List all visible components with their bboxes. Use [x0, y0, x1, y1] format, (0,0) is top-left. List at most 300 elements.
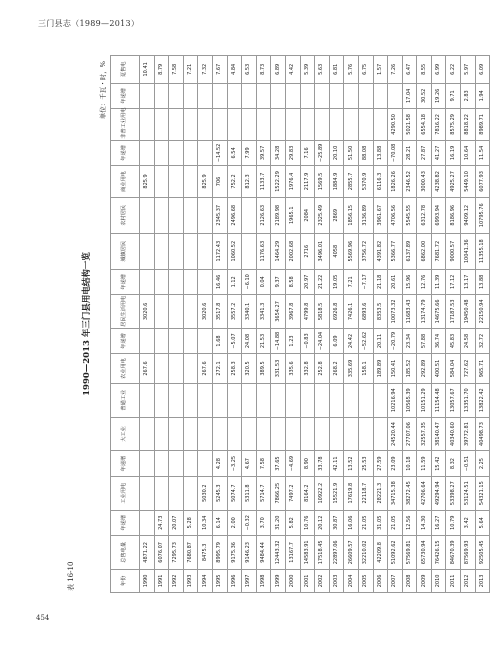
cell-nongen — [212, 109, 227, 141]
cell-comm-g: 29.83 — [285, 140, 300, 165]
cell-urban: 2716 — [300, 233, 315, 269]
cell-nongen: 8575.29 — [446, 109, 461, 141]
cell-nongen: 4290.50 — [388, 109, 403, 141]
cell-gen — [344, 383, 359, 417]
cell-whole: 6.09 — [475, 56, 490, 84]
cell-ind-g: 4.67 — [242, 451, 257, 476]
cell-year: 2002 — [315, 569, 330, 592]
cell-rural: 8186.96 — [446, 197, 461, 233]
table-row — [140, 56, 155, 593]
cell-year: 2009 — [417, 569, 432, 592]
cell-agri: 320.5 — [242, 354, 257, 384]
cell-agri-g: 32.72 — [475, 328, 490, 353]
cell-urban: 3756.72 — [358, 233, 373, 269]
cell-large — [242, 417, 257, 451]
cell-agri-g — [169, 328, 184, 353]
cell-rural: 2189.98 — [271, 197, 286, 233]
cell-gen — [285, 383, 300, 417]
cell-nongen: 7816.22 — [431, 109, 446, 141]
cell-agri: 727.62 — [461, 354, 476, 384]
cell-ind-g: 13.52 — [344, 451, 359, 476]
cell-total: 12443.32 — [271, 535, 286, 569]
cell-whole: 7.26 — [388, 56, 403, 84]
cell-res-g: 13.17 — [461, 269, 476, 294]
cell-ind: 7866.25 — [271, 476, 286, 510]
cell-res-g: 8.58 — [285, 269, 300, 294]
cell-total-g: 30.87 — [329, 510, 344, 535]
cell-comm: 1884.9 — [329, 166, 344, 198]
cell-nongen-g — [212, 83, 227, 108]
cell-nongen-g — [300, 83, 315, 108]
table-row — [300, 56, 315, 593]
cell-agri-g: 6.09 — [329, 328, 344, 353]
cell-res-g: 9.37 — [271, 269, 286, 294]
cell-whole: 6.53 — [242, 56, 257, 84]
cell-res: 7426.1 — [344, 295, 359, 329]
cell-comm: 825.9 — [198, 166, 213, 198]
cell-total: 84670.39 — [446, 535, 461, 569]
cell-large — [198, 417, 213, 451]
cell-res: 22150.94 — [475, 295, 490, 329]
cell-res-g — [169, 269, 184, 294]
cell-ind-g: 7.58 — [256, 451, 271, 476]
cell-res — [169, 295, 184, 329]
cell-large: 39772.81 — [461, 417, 476, 451]
cell-urban: 7681.72 — [431, 233, 446, 269]
cell-ind-g: 25.53 — [358, 451, 373, 476]
cell-total-g: 21.05 — [358, 510, 373, 535]
cell-res: 3020.6 — [198, 295, 213, 329]
cell-res: 3341.3 — [256, 295, 271, 329]
cell-comm: 6077.93 — [475, 166, 490, 198]
cell-agri: 292.89 — [417, 354, 432, 384]
cell-nongen-g — [373, 83, 388, 108]
cell-res: 3517.8 — [212, 295, 227, 329]
cell-comm-g: 34.28 — [271, 140, 286, 165]
header-large-industry: 大工业 — [111, 417, 140, 451]
cell-urban: 1172.43 — [212, 233, 227, 269]
cell-res: 5818.5 — [315, 295, 330, 329]
cell-total: 7295.73 — [169, 535, 184, 569]
cell-nongen-g — [169, 83, 184, 108]
cell-comm: 2855.7 — [344, 166, 359, 198]
cell-res: 14675.66 — [431, 295, 446, 329]
cell-whole: 7.32 — [198, 56, 213, 84]
cell-nongen — [169, 109, 184, 141]
cell-comm-g: 13.88 — [373, 140, 388, 165]
cell-rural: 2345.37 — [212, 197, 227, 233]
cell-large — [373, 417, 388, 451]
cell-year: 2013 — [475, 569, 490, 592]
cell-whole: 10.41 — [140, 56, 155, 84]
cell-gen — [315, 383, 330, 417]
cell-rural: 10795.76 — [475, 197, 490, 233]
cell-large: 27707.06 — [402, 417, 417, 451]
cell-total: 8995.79 — [212, 535, 227, 569]
cell-total-g: 10.34 — [198, 510, 213, 535]
cell-nongen — [140, 109, 155, 141]
cell-res-g: −7.17 — [358, 269, 373, 294]
cell-agri: 332.8 — [300, 354, 315, 384]
cell-whole: 8.55 — [417, 56, 432, 84]
cell-comm: 3000.43 — [417, 166, 432, 198]
table-row — [315, 56, 330, 593]
table-row — [344, 56, 359, 593]
cell-agri: 267.6 — [198, 354, 213, 384]
table-row — [227, 56, 242, 593]
cell-comm-g: −14.52 — [212, 140, 227, 165]
cell-ind-g: −0.51 — [461, 451, 476, 476]
cell-total: 92505.45 — [475, 535, 490, 569]
cell-large — [256, 417, 271, 451]
cell-year: 1997 — [242, 569, 257, 592]
cell-gen — [140, 383, 155, 417]
table-unit: 单位：千瓦・时，% — [99, 61, 107, 120]
cell-res: 13174.79 — [417, 295, 432, 329]
cell-total-g: 10.76 — [300, 510, 315, 535]
cell-year: 2012 — [461, 569, 476, 592]
cell-ind: 53398.27 — [446, 476, 461, 510]
header-total: 总售电量 — [111, 535, 140, 569]
cell-total: 57569.81 — [402, 535, 417, 569]
cell-gen — [373, 383, 388, 417]
cell-comm-g: 27.87 — [417, 140, 432, 165]
cell-comm: 6116.3 — [373, 166, 388, 198]
cell-rural: 9409.12 — [461, 197, 476, 233]
cell-ind-g: 23.09 — [388, 451, 403, 476]
cell-total-g: 6.14 — [212, 510, 227, 535]
cell-res-g: 11.39 — [431, 269, 446, 294]
cell-nongen — [271, 109, 286, 141]
cell-agri-g: 57.88 — [417, 328, 432, 353]
table-row — [169, 56, 184, 593]
cell-gen: 10151.29 — [417, 383, 432, 417]
cell-whole: 7.21 — [183, 56, 198, 84]
cell-res: 6926.8 — [329, 295, 344, 329]
cell-gen — [183, 383, 198, 417]
cell-rural: 6993.94 — [431, 197, 446, 233]
table-row — [431, 56, 446, 593]
cell-res — [154, 295, 169, 329]
cell-total: 8475.3 — [198, 535, 213, 569]
cell-ind-g: 33.78 — [315, 451, 330, 476]
cell-agri-g — [183, 328, 198, 353]
cell-rural: 1965.1 — [285, 197, 300, 233]
cell-urban: 4391.82 — [373, 233, 388, 269]
cell-total-g: 12.56 — [402, 510, 417, 535]
cell-agri: 158.1 — [358, 354, 373, 384]
cell-whole: 5.63 — [315, 56, 330, 84]
cell-comm-g: 11.54 — [475, 140, 490, 165]
cell-comm-g: −25.89 — [315, 140, 330, 165]
cell-comm-g: 39.57 — [256, 140, 271, 165]
cell-year: 2008 — [402, 569, 417, 592]
cell-nongen — [198, 109, 213, 141]
cell-comm: 5449.10 — [461, 166, 476, 198]
cell-total-g: 20.12 — [315, 510, 330, 535]
cell-total: 7680.87 — [183, 535, 198, 569]
header-year: 年份 — [111, 569, 140, 592]
table-title: 1990—2013 年三门县用电结构一览 — [82, 252, 92, 396]
cell-whole: 6.99 — [431, 56, 446, 84]
cell-year: 1999 — [271, 569, 286, 592]
cell-rural: 2325.49 — [315, 197, 330, 233]
cell-comm: 2117.9 — [300, 166, 315, 198]
cell-whole: 7.58 — [169, 56, 184, 84]
cell-nongen-g — [140, 83, 155, 108]
cell-whole: 6.75 — [358, 56, 373, 84]
cell-rural — [169, 197, 184, 233]
cell-year: 1991 — [154, 569, 169, 592]
cell-large — [169, 417, 184, 451]
cell-nongen — [183, 109, 198, 141]
cell-ind: 5074.7 — [227, 476, 242, 510]
cell-large — [358, 417, 373, 451]
cell-comm-g — [169, 140, 184, 165]
cell-comm: 706 — [212, 166, 227, 198]
cell-nongen — [154, 109, 169, 141]
cell-total: 4871.22 — [140, 535, 155, 569]
cell-urban: 1060.52 — [227, 233, 242, 269]
cell-total-g: 3.42 — [461, 510, 476, 535]
cell-rural: 4706.56 — [388, 197, 403, 233]
header-commercial: 商业用电 — [111, 166, 140, 198]
cell-total: 65730.94 — [417, 535, 432, 569]
cell-res-g — [183, 269, 198, 294]
cell-whole: 8.73 — [256, 56, 271, 84]
cell-ind-g: −3.25 — [227, 451, 242, 476]
cell-gen — [271, 383, 286, 417]
cell-ind: 38272.45 — [402, 476, 417, 510]
cell-urban: 3496.01 — [315, 233, 330, 269]
cell-res-g: 19.05 — [329, 269, 344, 294]
cell-gen — [358, 383, 373, 417]
cell-whole: 8.79 — [154, 56, 169, 84]
table-row — [183, 56, 198, 593]
cell-large — [227, 417, 242, 451]
cell-gen — [242, 383, 257, 417]
header-industry: 工业用电 — [111, 476, 140, 510]
cell-agri: 258.3 — [227, 354, 242, 384]
cell-urban: 10041.36 — [461, 233, 476, 269]
table-row — [417, 56, 432, 593]
cell-agri-g: 24.08 — [242, 328, 257, 353]
table-row — [475, 56, 490, 593]
cell-gen: 13351.70 — [461, 383, 476, 417]
cell-res — [183, 295, 198, 329]
cell-agri-g — [198, 328, 213, 353]
header-agriculture-growth: 年递增 — [111, 328, 140, 353]
cell-nongen-g: 17.04 — [402, 83, 417, 108]
cell-urban — [242, 233, 257, 269]
cell-rural: 1856.15 — [344, 197, 359, 233]
cell-total: 6076.07 — [154, 535, 169, 569]
cell-agri-g: 1.23 — [285, 328, 300, 353]
cell-total: 13167.7 — [285, 535, 300, 569]
cell-agri-g: 21.53 — [256, 328, 271, 353]
cell-ind: 17619.8 — [344, 476, 359, 510]
cell-ind — [183, 476, 198, 510]
cell-large: 24520.44 — [388, 417, 403, 451]
cell-agri-g — [140, 328, 155, 353]
cell-year: 1990 — [140, 569, 155, 592]
cell-gen — [169, 383, 184, 417]
cell-ind-g — [183, 451, 198, 476]
cell-whole: 5.76 — [344, 56, 359, 84]
cell-whole: 6.89 — [271, 56, 286, 84]
cell-urban: 9000.57 — [446, 233, 461, 269]
cell-total: 32210.02 — [358, 535, 373, 569]
table-row — [358, 56, 373, 593]
cell-comm: 1133.7 — [256, 166, 271, 198]
cell-total-g: 31.20 — [271, 510, 286, 535]
table-row — [402, 56, 417, 593]
cell-agri: 185.52 — [402, 354, 417, 384]
table-row — [242, 56, 257, 593]
table-row — [212, 56, 227, 593]
cell-agri-g — [154, 328, 169, 353]
cell-large: 38140.47 — [431, 417, 446, 451]
cell-agri: 965.71 — [475, 354, 490, 384]
cell-comm-g: 6.54 — [227, 140, 242, 165]
cell-gen: 13057.67 — [446, 383, 461, 417]
cell-urban: 4058 — [329, 233, 344, 269]
cell-res-g: 16.46 — [212, 269, 227, 294]
header-rural-residential: 农村居民 — [111, 197, 140, 233]
cell-ind-g: 42.11 — [329, 451, 344, 476]
cell-agri-g: −24.04 — [315, 328, 330, 353]
cell-ind-g: 37.65 — [271, 451, 286, 476]
cell-res-g: 21.18 — [373, 269, 388, 294]
cell-large — [344, 417, 359, 451]
header-residential-growth: 年递增 — [111, 269, 140, 294]
cell-ind: 10922.2 — [315, 476, 330, 510]
cell-comm — [154, 166, 169, 198]
table-container — [58, 51, 485, 597]
cell-ind-g: 10.18 — [402, 451, 417, 476]
cell-gen: 10565.39 — [402, 383, 417, 417]
cell-rural — [242, 197, 257, 233]
cell-total: 87569.93 — [461, 535, 476, 569]
table-row — [461, 56, 476, 593]
cell-ind: 28221.3 — [373, 476, 388, 510]
cell-agri-g: 24.58 — [461, 328, 476, 353]
cell-rural: 3961.67 — [373, 197, 388, 233]
cell-urban: 11355.18 — [475, 233, 490, 269]
cell-nongen-g — [315, 83, 330, 108]
cell-year: 2001 — [300, 569, 315, 592]
cell-ind: 34715.38 — [388, 476, 403, 510]
cell-nongen — [227, 109, 242, 141]
cell-comm-g: 28.21 — [402, 140, 417, 165]
cell-res: 8353.5 — [373, 295, 388, 329]
header-non-general-industry: 非普工业用电 — [111, 109, 140, 141]
cell-year: 1998 — [256, 569, 271, 592]
cell-ind-g: 4.28 — [212, 451, 227, 476]
cell-res-g — [154, 269, 169, 294]
cell-rural: 2496.68 — [227, 197, 242, 233]
cell-total-g — [140, 510, 155, 535]
cell-agri: 272.1 — [212, 354, 227, 384]
cell-large — [140, 417, 155, 451]
table-body — [140, 56, 490, 593]
cell-nongen — [315, 109, 330, 141]
cell-agri-g: 23.34 — [402, 328, 417, 353]
cell-large — [315, 417, 330, 451]
cell-res: 19450.48 — [461, 295, 476, 329]
table-row — [198, 56, 213, 593]
header-commercial-growth: 年递增 — [111, 140, 140, 165]
cell-ind: 42706.64 — [417, 476, 432, 510]
cell-year: 2005 — [358, 569, 373, 592]
cell-large — [285, 417, 300, 451]
cell-comm-g — [183, 140, 198, 165]
cell-ind: 54321.15 — [475, 476, 490, 510]
cell-year: 2010 — [431, 569, 446, 592]
cell-agri: 389.5 — [256, 354, 271, 384]
cell-gen — [256, 383, 271, 417]
cell-res: 11683.43 — [402, 295, 417, 329]
cell-large — [154, 417, 169, 451]
cell-urban — [198, 233, 213, 269]
cell-nongen — [373, 109, 388, 141]
cell-urban: 1176.63 — [256, 233, 271, 269]
header-non-general-growth: 年递增 — [111, 83, 140, 108]
cell-ind-g — [154, 451, 169, 476]
cell-total-g: 2.00 — [227, 510, 242, 535]
cell-agri: 189.89 — [373, 354, 388, 384]
cell-urban — [140, 233, 155, 269]
cell-year: 1993 — [183, 569, 198, 592]
cell-agri-g: 36.74 — [431, 328, 446, 353]
cell-nongen: 6554.18 — [417, 109, 432, 141]
cell-ind — [140, 476, 155, 510]
header-urban-residential: 城镇居民 — [111, 233, 140, 269]
cell-nongen: 8818.22 — [461, 109, 476, 141]
cell-ind: 53124.51 — [461, 476, 476, 510]
electricity-structure-table — [110, 55, 490, 593]
cell-rural — [198, 197, 213, 233]
header-industry-growth: 年递增 — [111, 451, 140, 476]
cell-total: 9146.23 — [242, 535, 257, 569]
cell-res-g: 20.97 — [300, 269, 315, 294]
cell-agri-g: 20.11 — [373, 328, 388, 353]
cell-agri: 331.53 — [271, 354, 286, 384]
cell-agri: 267.6 — [140, 354, 155, 384]
cell-res: 4799.8 — [300, 295, 315, 329]
cell-comm-g — [154, 140, 169, 165]
cell-gen — [154, 383, 169, 417]
cell-res: 3654.27 — [271, 295, 286, 329]
cell-total-g: 14.30 — [417, 510, 432, 535]
cell-res-g: 1.12 — [227, 269, 242, 294]
cell-whole: 6.81 — [329, 56, 344, 84]
cell-total-g: 5.28 — [183, 510, 198, 535]
cell-nongen-g: 9.71 — [446, 83, 461, 108]
table-label: 表 16-10 — [67, 561, 75, 591]
cell-res-g: 7.21 — [344, 269, 359, 294]
cell-total: 22897.06 — [329, 535, 344, 569]
cell-urban: 2002.68 — [285, 233, 300, 269]
cell-year: 2003 — [329, 569, 344, 592]
cell-ind: 15521.9 — [329, 476, 344, 510]
cell-ind-g: 2.25 — [475, 451, 490, 476]
cell-total: 26609.57 — [344, 535, 359, 569]
cell-year: 2006 — [373, 569, 388, 592]
cell-total: 9175.36 — [227, 535, 242, 569]
cell-rural — [140, 197, 155, 233]
cell-nongen-g — [329, 83, 344, 108]
